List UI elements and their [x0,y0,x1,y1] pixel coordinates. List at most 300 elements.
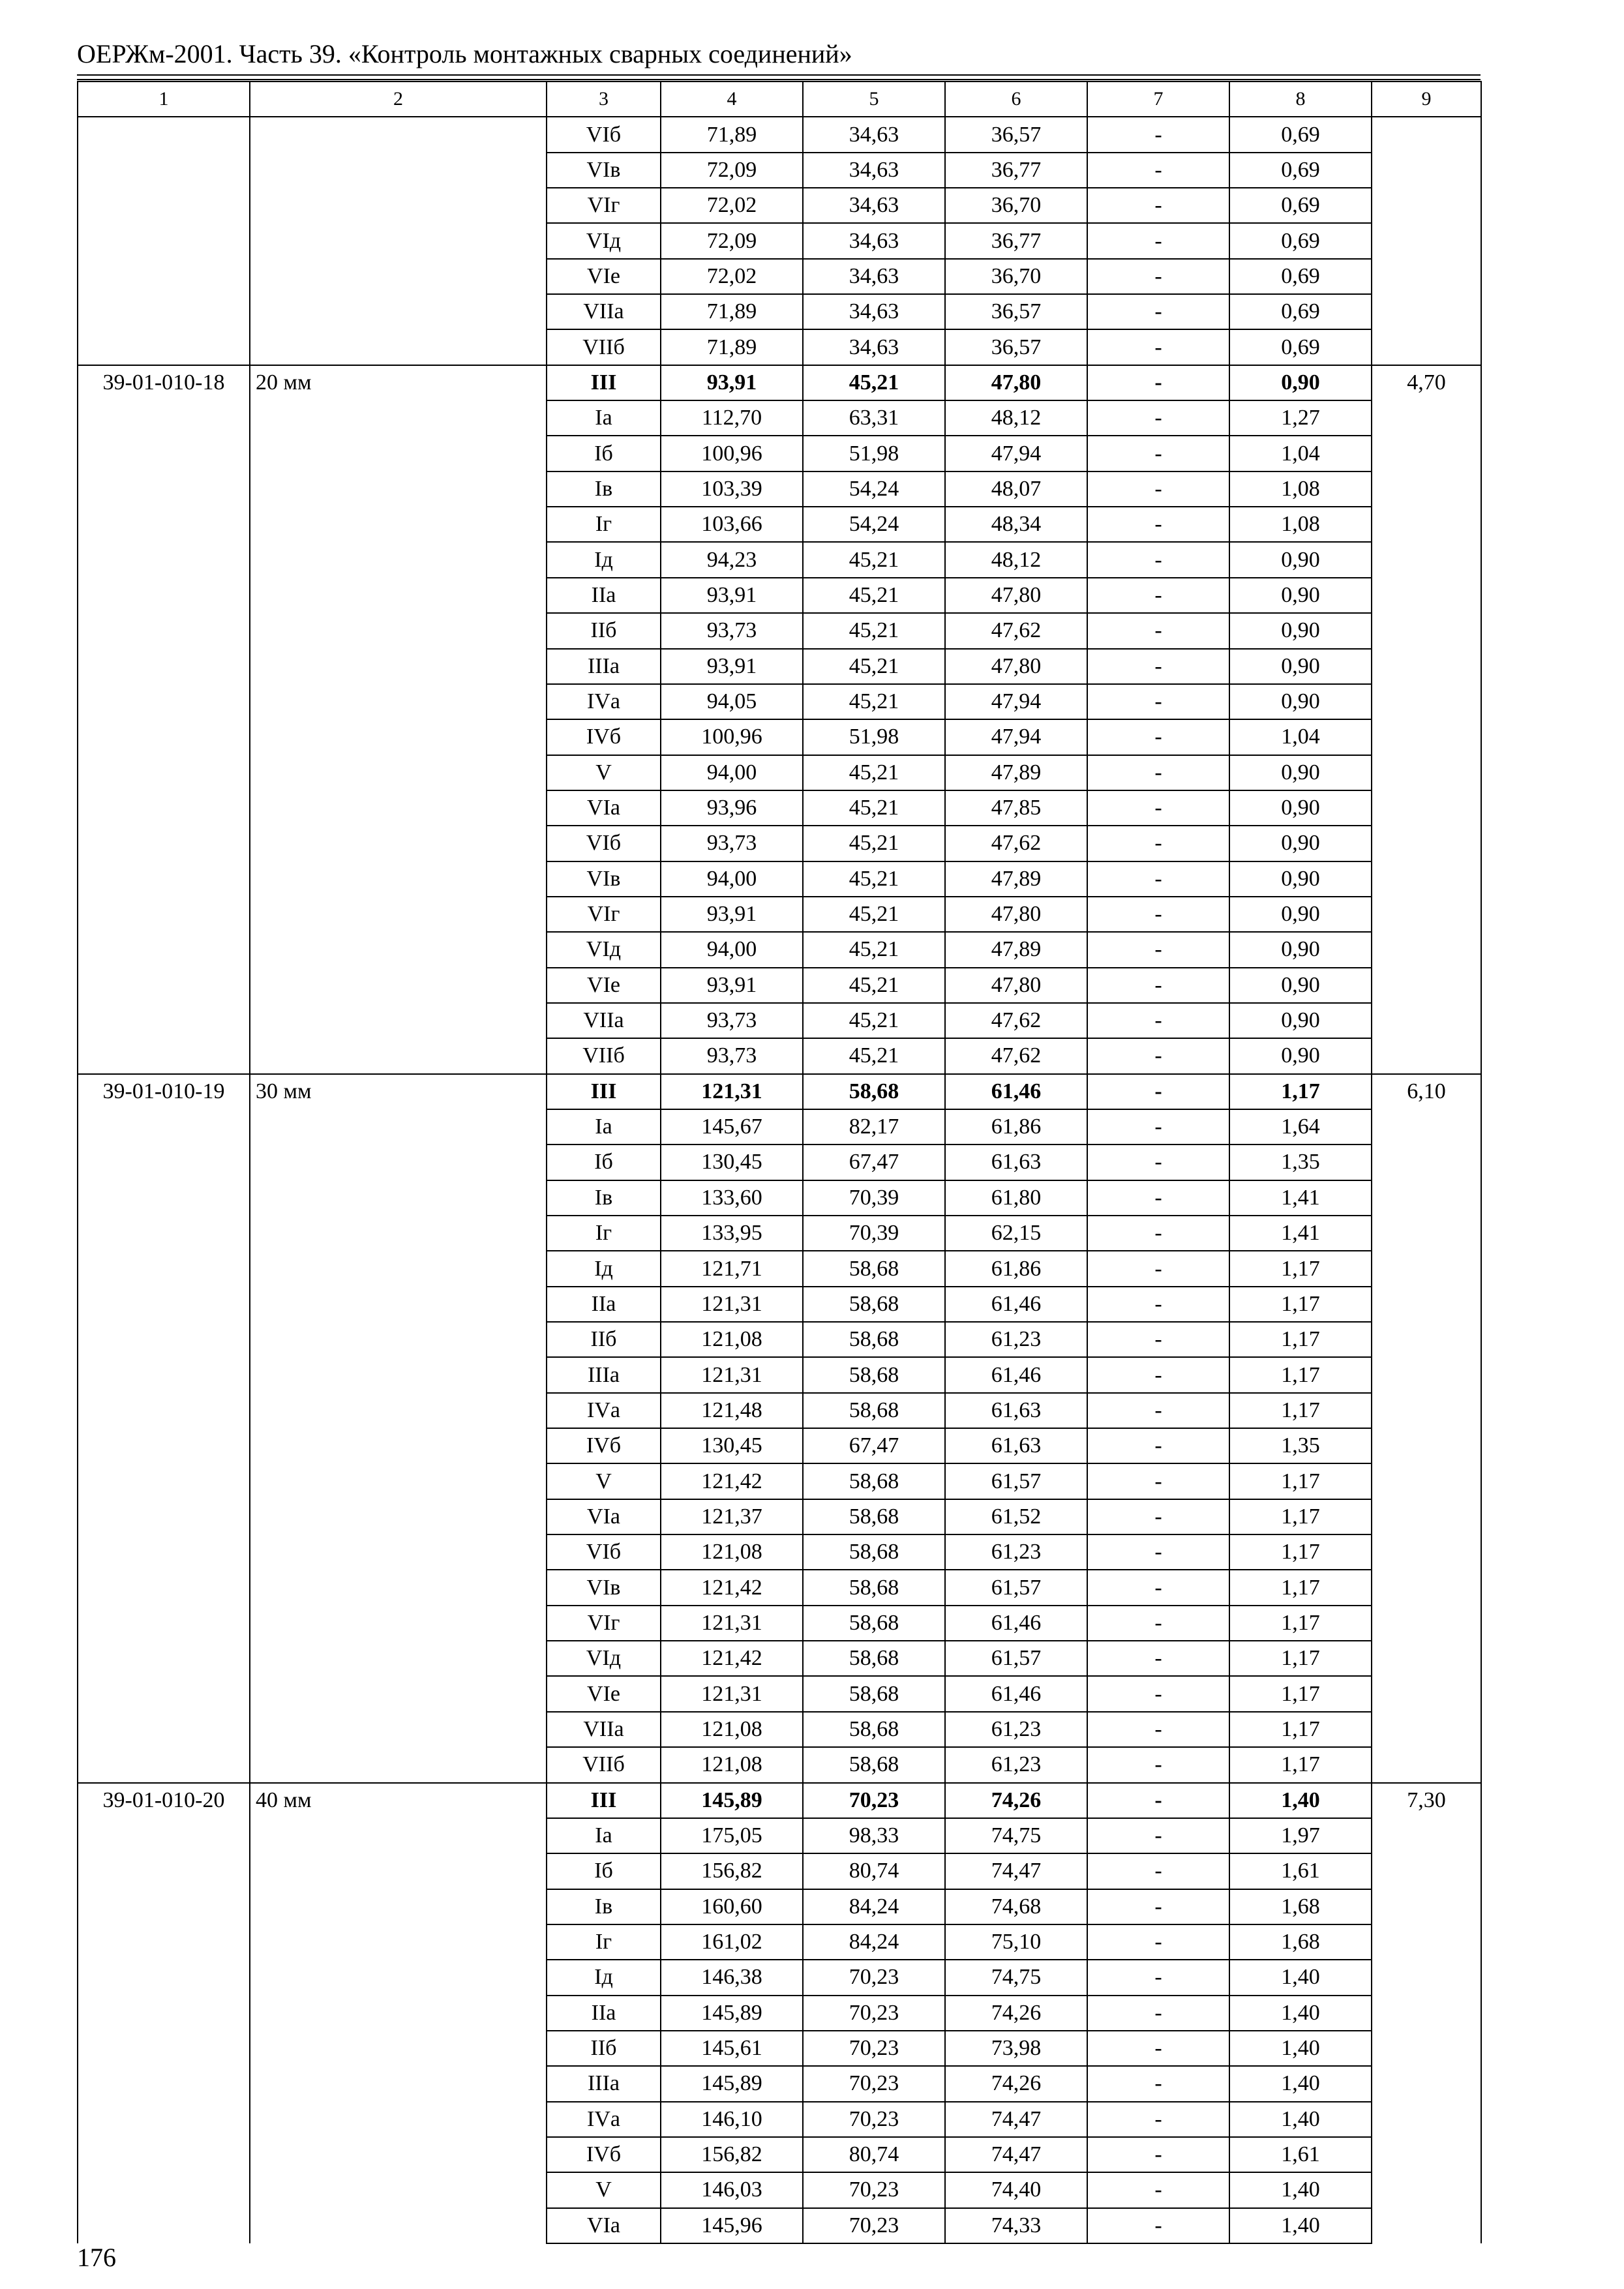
table-cell: 1,40 [1229,2172,1372,2207]
table-cell: 47,80 [945,968,1087,1003]
table-cell: 1,35 [1229,1144,1372,1180]
table-cell: VIг [547,1606,661,1641]
table-cell: 36,57 [945,329,1087,365]
table-cell: 45,21 [803,932,945,967]
table-cell: IIа [547,578,661,613]
table-cell: VIа [547,790,661,826]
table-cell: 61,86 [945,1109,1087,1144]
table-cell: - [1087,1357,1229,1392]
table-cell: 36,70 [945,259,1087,294]
table-cell: IVб [547,2137,661,2172]
table-cell: - [1087,1074,1229,1109]
table-cell: 93,91 [661,897,803,932]
table-cell: 51,98 [803,436,945,471]
table-cell: - [1087,1144,1229,1180]
table-cell: 58,68 [803,1499,945,1534]
table-cell: III [547,1074,661,1109]
table-cell: 0,90 [1229,365,1372,400]
table-cell: - [1087,223,1229,258]
table-cell: 61,23 [945,1534,1087,1570]
table-cell: 1,04 [1229,436,1372,471]
table-cell: Iа [547,400,661,436]
table-cell: 45,21 [803,826,945,861]
column-number: 5 [803,82,945,117]
table-cell: 100,96 [661,436,803,471]
table-cell: 58,68 [803,1393,945,1428]
table-cell: 82,17 [803,1109,945,1144]
table-cell: IVб [547,1428,661,1463]
table-cell: 54,24 [803,507,945,542]
table-cell: 47,62 [945,826,1087,861]
table-cell: VIе [547,968,661,1003]
table-cell: 146,03 [661,2172,803,2207]
column-number: 1 [78,82,250,117]
column-number: 7 [1087,82,1229,117]
table-cell: Iг [547,1216,661,1251]
table-cell: 74,68 [945,1889,1087,1924]
table-cell: 61,46 [945,1074,1087,1109]
table-cell: Iд [547,1251,661,1286]
table-cell: 0,69 [1229,223,1372,258]
table-cell: 121,71 [661,1251,803,1286]
table-cell: Iб [547,1144,661,1180]
table-cell: 36,57 [945,117,1087,152]
table-cell: 84,24 [803,1889,945,1924]
table-cell: 1,17 [1229,1499,1372,1534]
table-cell: 100,96 [661,719,803,755]
table-body [78,82,1481,2243]
table-cell: - [1087,1783,1229,1818]
table-cell: Iд [547,542,661,577]
table-cell: 145,89 [661,1996,803,2031]
column-number: 9 [1372,82,1481,117]
table-cell: 61,63 [945,1144,1087,1180]
table-cell: 1,17 [1229,1463,1372,1499]
table-cell: 58,68 [803,1322,945,1357]
table-cell: - [1087,1251,1229,1286]
table-cell: 1,17 [1229,1322,1372,1357]
table-cell: 51,98 [803,719,945,755]
table-cell: 1,17 [1229,1251,1372,1286]
table-cell: 58,68 [803,1712,945,1747]
table-cell: 45,21 [803,365,945,400]
table-cell: - [1087,649,1229,684]
table-cell: 34,63 [803,329,945,365]
table-cell: IIIа [547,1357,661,1392]
table-cell: - [1087,578,1229,613]
table-cell: 1,35 [1229,1428,1372,1463]
table-cell: 1,40 [1229,2031,1372,2066]
table-cell: 1,40 [1229,1783,1372,1818]
table-cell: 121,42 [661,1463,803,1499]
table-cell: - [1087,436,1229,471]
table-cell: 0,90 [1229,1038,1372,1073]
table-cell: 93,73 [661,1038,803,1073]
table-cell: - [1087,719,1229,755]
table-cell: 61,23 [945,1747,1087,1782]
column-number: 4 [661,82,803,117]
table-cell: 121,42 [661,1641,803,1676]
table-cell: IIIа [547,2066,661,2101]
table-cell: 93,91 [661,649,803,684]
table-cell: 70,39 [803,1216,945,1251]
table-cell: Iв [547,1889,661,1924]
table-cell: 47,85 [945,790,1087,826]
table-cell: - [1087,471,1229,507]
table-cell: 0,90 [1229,542,1372,577]
table-cell: 1,17 [1229,1534,1372,1570]
table-cell: 70,23 [803,1996,945,2031]
table-cell: III [547,1783,661,1818]
table-cell: 61,46 [945,1357,1087,1392]
table-cell: - [1087,932,1229,967]
table-cell: 47,80 [945,649,1087,684]
table-cell: - [1087,1428,1229,1463]
table-cell: - [1087,1818,1229,1853]
table-cell: 58,68 [803,1287,945,1322]
table-cell: V [547,1463,661,1499]
table-cell: 58,68 [803,1570,945,1605]
table-cell: 34,63 [803,223,945,258]
table-cell: 70,39 [803,1180,945,1216]
rate-code-cell: 39-01-010-20 [78,1783,250,2243]
table-cell: Iв [547,1180,661,1216]
table-cell: - [1087,2172,1229,2207]
table-cell: 71,89 [661,117,803,152]
table-cell: - [1087,1712,1229,1747]
table-cell: - [1087,117,1229,152]
table-cell: Iд [547,1960,661,1995]
table-cell: 133,95 [661,1216,803,1251]
header-rule [77,74,1481,76]
table-cell: 67,47 [803,1144,945,1180]
table-cell: - [1087,1287,1229,1322]
table-cell: IIIа [547,649,661,684]
table-cell: VIа [547,2208,661,2243]
table-cell: VIа [547,1499,661,1534]
table-cell: 1,68 [1229,1924,1372,1960]
rate-name-cell: 30 мм [250,1074,547,1783]
table-cell: - [1087,153,1229,188]
table-cell: 0,90 [1229,861,1372,897]
table-cell: 45,21 [803,897,945,932]
table-cell: - [1087,1676,1229,1711]
table-cell: - [1087,755,1229,790]
table-cell: 45,21 [803,1003,945,1038]
table-cell: VIг [547,897,661,932]
table-cell: 94,00 [661,932,803,967]
table-cell: - [1087,1570,1229,1605]
table-cell: 61,86 [945,1251,1087,1286]
table-cell: 0,90 [1229,684,1372,719]
table-cell: 45,21 [803,861,945,897]
table-cell: IVб [547,719,661,755]
table-cell: - [1087,2137,1229,2172]
table-cell: 1,17 [1229,1747,1372,1782]
table-cell: 71,89 [661,329,803,365]
table-cell: 67,47 [803,1428,945,1463]
table-cell: 45,21 [803,755,945,790]
table-cell: 145,89 [661,1783,803,1818]
table-cell: 58,68 [803,1251,945,1286]
table-cell: Iб [547,436,661,471]
table-cell: 1,40 [1229,2102,1372,2137]
table-cell: 58,68 [803,1074,945,1109]
table-cell: - [1087,1641,1229,1676]
table-cell: 47,80 [945,897,1087,932]
table-cell: 121,08 [661,1747,803,1782]
rate-name-cell [250,117,547,365]
table-cell: 0,69 [1229,259,1372,294]
table-cell: 61,80 [945,1180,1087,1216]
table-cell: 63,31 [803,400,945,436]
table-cell: - [1087,329,1229,365]
table-cell: 93,91 [661,578,803,613]
table-cell: 48,12 [945,400,1087,436]
table-cell: Iа [547,1818,661,1853]
table-cell: 93,73 [661,613,803,648]
table-cell: - [1087,1003,1229,1038]
table-cell: 103,39 [661,471,803,507]
table-row [78,117,1481,152]
table-cell: - [1087,259,1229,294]
table-cell: 145,67 [661,1109,803,1144]
table-cell: - [1087,684,1229,719]
table-cell: 62,15 [945,1216,1087,1251]
table-cell: 94,23 [661,542,803,577]
table-cell: 1,17 [1229,1287,1372,1322]
table-cell: - [1087,294,1229,329]
table-cell: 121,08 [661,1712,803,1747]
table-cell: 121,37 [661,1499,803,1534]
table-cell: Iб [547,1853,661,1889]
table-cell: 130,45 [661,1144,803,1180]
table-cell: 47,89 [945,861,1087,897]
table-cell: Iг [547,507,661,542]
table-cell: 71,89 [661,294,803,329]
table-cell: 58,68 [803,1357,945,1392]
table-cell: 47,94 [945,436,1087,471]
table-cell: IVа [547,1393,661,1428]
table-cell: 70,23 [803,2102,945,2137]
table-cell: 93,73 [661,1003,803,1038]
table-cell: VIд [547,932,661,967]
table-cell: 45,21 [803,542,945,577]
table-cell: 0,90 [1229,932,1372,967]
table-cell: VIIа [547,294,661,329]
table-cell: 45,21 [803,968,945,1003]
table-cell: 48,34 [945,507,1087,542]
table-cell: 70,23 [803,1960,945,1995]
table-cell: 61,23 [945,1712,1087,1747]
header-rule-double [77,79,1481,80]
table-cell: - [1087,1499,1229,1534]
table-cell: 1,17 [1229,1393,1372,1428]
table-cell: 45,21 [803,684,945,719]
table-cell: IIб [547,2031,661,2066]
table-cell: 1,17 [1229,1712,1372,1747]
table-cell: - [1087,542,1229,577]
table-cell: 161,02 [661,1924,803,1960]
column-number-row [78,82,1481,117]
table-cell: 1,08 [1229,471,1372,507]
rate-code-cell: 39-01-010-19 [78,1074,250,1783]
table-cell: 74,33 [945,2208,1087,2243]
table-cell: 93,91 [661,365,803,400]
table-cell: 145,96 [661,2208,803,2243]
table-row [78,365,1481,400]
table-cell: Iг [547,1924,661,1960]
table-cell: 45,21 [803,1038,945,1073]
table-cell: 61,57 [945,1463,1087,1499]
table-cell: 47,89 [945,932,1087,967]
table-cell: 0,69 [1229,294,1372,329]
table-cell: 1,04 [1229,719,1372,755]
table-cell: 1,40 [1229,1960,1372,1995]
rate-name-cell: 20 мм [250,365,547,1074]
table-cell: 34,63 [803,294,945,329]
table-cell: 61,46 [945,1287,1087,1322]
table-cell: 93,73 [661,826,803,861]
table-cell: 58,68 [803,1747,945,1782]
table-cell: 1,17 [1229,1676,1372,1711]
table-cell: VIб [547,117,661,152]
table-cell: 160,60 [661,1889,803,1924]
table-cell: 36,70 [945,188,1087,223]
table-cell: 1,27 [1229,400,1372,436]
table-cell: 0,90 [1229,1003,1372,1038]
table-cell: - [1087,1216,1229,1251]
table-cell: 121,42 [661,1570,803,1605]
table-cell: 112,70 [661,400,803,436]
table-cell: 74,47 [945,2102,1087,2137]
table-cell: 45,21 [803,613,945,648]
page-number: 176 [77,2243,116,2272]
table-cell: - [1087,1393,1229,1428]
table-cell: 121,31 [661,1074,803,1109]
table-cell: 94,00 [661,861,803,897]
table-cell: - [1087,1960,1229,1995]
table-cell: 61,46 [945,1606,1087,1641]
table-cell: 156,82 [661,2137,803,2172]
table-cell: 0,90 [1229,897,1372,932]
table-cell: 121,31 [661,1606,803,1641]
table-cell: 74,47 [945,1853,1087,1889]
table-cell: - [1087,2066,1229,2101]
table-cell: VIб [547,1534,661,1570]
table-cell: 47,80 [945,578,1087,613]
table-cell: 47,94 [945,719,1087,755]
table-cell: 36,77 [945,153,1087,188]
table-cell: 61,52 [945,1499,1087,1534]
table-cell: - [1087,968,1229,1003]
table-cell: 61,63 [945,1428,1087,1463]
table-cell: - [1087,365,1229,400]
table-cell: 121,48 [661,1393,803,1428]
table-cell: - [1087,897,1229,932]
table-cell: VIд [547,223,661,258]
table-cell: 80,74 [803,1853,945,1889]
table-cell: - [1087,2031,1229,2066]
table-cell: 121,08 [661,1322,803,1357]
table-cell: 47,62 [945,1038,1087,1073]
table-cell: 1,68 [1229,1889,1372,1924]
table-cell: - [1087,507,1229,542]
table-cell: 48,12 [945,542,1087,577]
table-cell: 47,94 [945,684,1087,719]
table-cell: 34,63 [803,259,945,294]
table-cell: 1,17 [1229,1606,1372,1641]
table-cell: 61,57 [945,1570,1087,1605]
rate-name-cell: 40 мм [250,1783,547,2243]
table-cell: 47,62 [945,613,1087,648]
table-cell: 36,57 [945,294,1087,329]
col9-value-cell: 7,30 [1372,1783,1481,2243]
table-cell: 70,23 [803,2172,945,2207]
table-cell: - [1087,400,1229,436]
table-cell: 145,89 [661,2066,803,2101]
table-cell: 70,23 [803,2066,945,2101]
table-cell: 0,90 [1229,578,1372,613]
table-cell: 0,90 [1229,826,1372,861]
table-cell: - [1087,861,1229,897]
table-cell: 0,90 [1229,613,1372,648]
col9-value-cell: 6,10 [1372,1074,1481,1783]
table-cell: - [1087,1038,1229,1073]
table-cell: 0,69 [1229,188,1372,223]
table-cell: - [1087,790,1229,826]
table-cell: 47,89 [945,755,1087,790]
table-cell: 1,61 [1229,1853,1372,1889]
table-cell: 1,41 [1229,1216,1372,1251]
table-cell: 58,68 [803,1463,945,1499]
table-cell: 1,64 [1229,1109,1372,1144]
table-cell: - [1087,1996,1229,2031]
table-cell: 175,05 [661,1818,803,1853]
table-cell: 1,40 [1229,2208,1372,2243]
table-cell: 94,00 [661,755,803,790]
table-cell: 93,91 [661,968,803,1003]
table-cell: VIIб [547,329,661,365]
table-cell: VIб [547,826,661,861]
table-cell: 73,98 [945,2031,1087,2066]
table-cell: 74,75 [945,1818,1087,1853]
table-cell: 70,23 [803,2031,945,2066]
table-cell: - [1087,1180,1229,1216]
table-cell: VIIб [547,1747,661,1782]
table-cell: - [1087,188,1229,223]
table-cell: IIа [547,1996,661,2031]
table-cell: - [1087,1747,1229,1782]
table-cell: 48,07 [945,471,1087,507]
table-cell: 145,61 [661,2031,803,2066]
table-cell: - [1087,1463,1229,1499]
table-cell: 61,63 [945,1393,1087,1428]
table-cell: 61,57 [945,1641,1087,1676]
table-cell: 80,74 [803,2137,945,2172]
table-cell: 1,17 [1229,1357,1372,1392]
table-cell: 70,23 [803,2208,945,2243]
column-number: 2 [250,82,547,117]
table-row [78,1783,1481,1818]
table-cell: 1,41 [1229,1180,1372,1216]
table-cell: 1,97 [1229,1818,1372,1853]
table-cell: 1,40 [1229,2066,1372,2101]
table-cell: 45,21 [803,649,945,684]
table-cell: 156,82 [661,1853,803,1889]
table-cell: 75,10 [945,1924,1087,1960]
table-cell: 0,69 [1229,329,1372,365]
